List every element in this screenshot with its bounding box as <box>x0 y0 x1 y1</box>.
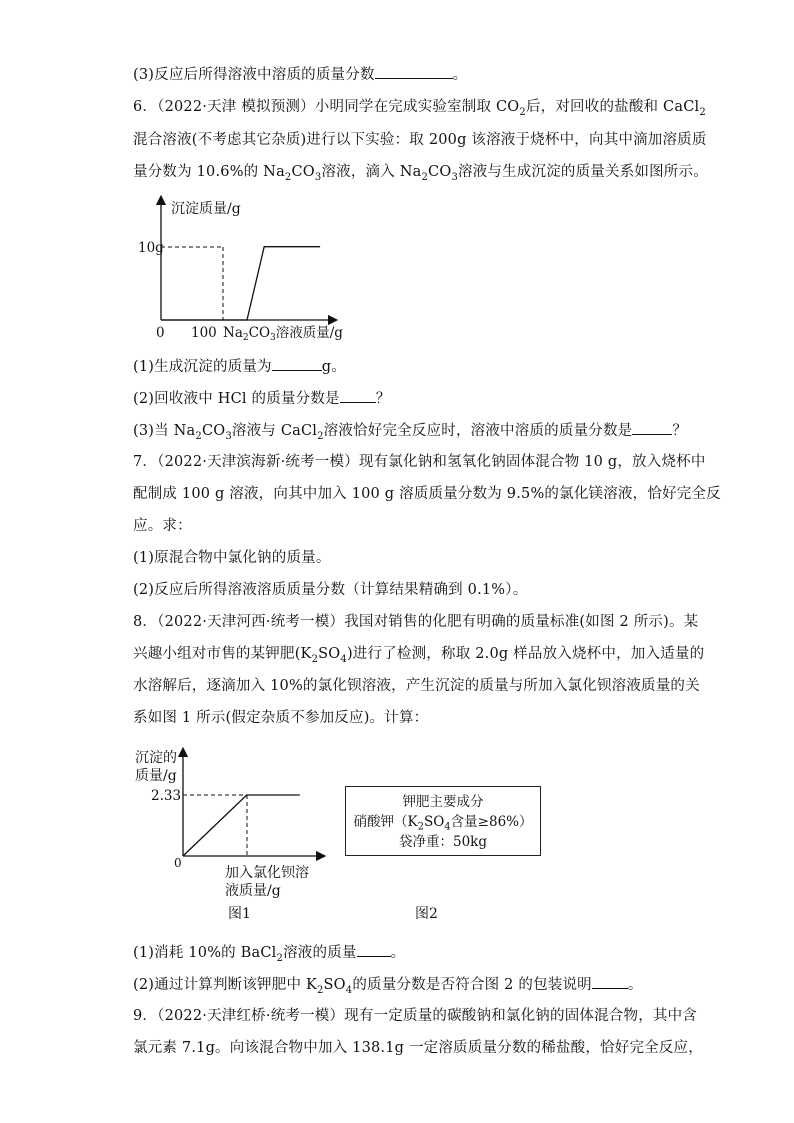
x-axis-label-line2: 液质量/g <box>225 883 281 899</box>
text: 量分数为 10.6%的 Na <box>133 164 285 180</box>
text: CO <box>291 164 315 180</box>
subscript: 2 <box>311 653 319 665</box>
q6-line2 <box>133 130 707 150</box>
text: (2)回收液中 HCl 的质量分数是 <box>133 391 340 407</box>
y-tick-label: 2.33 <box>151 788 182 804</box>
x-tick-label: 100 <box>191 325 217 341</box>
text: 。 <box>452 67 468 83</box>
box-line3: 袋净重：50kg <box>398 834 487 850</box>
box-title: 钾肥主要成分 <box>402 794 484 810</box>
q6-line3 <box>133 162 708 183</box>
chart-precipitate-vs-na2co3 <box>133 192 353 344</box>
text: SO <box>318 646 341 662</box>
text: 氯元素 7.1g。向该混合物中加入 138.1g 一定溶质质量分数的稀盐酸，恰好完全反应， <box>133 1040 703 1056</box>
subscript: 2 <box>519 106 526 118</box>
subscript: 4 <box>345 984 353 996</box>
subscript: 3 <box>314 171 322 183</box>
subscript: 4 <box>444 821 451 833</box>
text: (2)通过计算判断该钾肥中 K <box>133 977 317 993</box>
subscript: 2 <box>417 821 424 833</box>
text: (2)反应后所得溶液溶质质量分数（计算结果精确到 0.1%）。 <box>133 582 528 598</box>
answer-blank[interactable] <box>357 942 391 957</box>
text: CO <box>428 164 452 180</box>
q7-line2 <box>133 484 721 504</box>
q8-line2 <box>133 644 705 665</box>
text: (1)生成沉淀的质量为 <box>133 359 272 375</box>
subscript: 2 <box>276 952 284 964</box>
q8-line4 <box>133 708 663 728</box>
text: 溶液恰好完全反应时，溶液中溶质的质量分数是 <box>323 423 633 439</box>
origin-label: 0 <box>156 325 165 341</box>
text: 硝酸钾（K <box>353 814 418 830</box>
text: 溶液与生成沉淀的质量关系如图所示。 <box>458 164 708 180</box>
text: 8．（2022·天津河西·统考一模）我国对销售的化肥有明确的质量标准(如图 2 所示)。某 <box>133 614 699 630</box>
q8-line3 <box>133 676 700 696</box>
text: ？ <box>375 391 391 407</box>
text: 含量≥86%） <box>450 814 533 830</box>
q6-part1 <box>133 356 663 377</box>
figure1-caption: 图1 <box>228 906 251 922</box>
text: (3)反应后所得溶液中溶质的质量分数 <box>133 67 375 83</box>
text: (3)当 Na <box>133 423 196 439</box>
text: (1)消耗 10%的 BaCl <box>133 945 277 961</box>
figure2-caption: 图2 <box>415 906 438 922</box>
text: g。 <box>321 359 346 375</box>
y-axis-label-line1: 沉淀的 <box>135 750 177 766</box>
y-axis-label: 沉淀质量/g <box>171 201 241 217</box>
text: 配制成 100 g 溶液，向其中加入 100 g 溶质质量分数为 9.5%的氯化镁溶液，恰好完全反 <box>133 486 721 502</box>
subscript: 2 <box>316 984 324 996</box>
q7-part1 <box>133 548 663 568</box>
q5-part3 <box>133 64 663 85</box>
subscript: 2 <box>699 106 706 118</box>
text: 。 <box>390 945 406 961</box>
text: 的质量分数是否符合图 2 的包装说明 <box>352 977 592 993</box>
q6-part3 <box>133 420 688 442</box>
q9-line1 <box>133 1006 697 1026</box>
text: 溶液的质量 <box>283 945 357 961</box>
y-tick-label: 10g <box>138 240 164 256</box>
text: SO <box>423 814 445 830</box>
text: 溶液与 CaCl <box>231 423 318 439</box>
text: 7．（2022·天津滨海新·统考一模）现有氯化钠和氢氧化钠固体混合物 10 g，放入烧杯中 <box>133 454 706 470</box>
y-axis-label-line2: 质量/g <box>135 768 177 784</box>
text: 9．（2022·天津红桥·统考一模）现有一定质量的碳酸钠和氯化钠的固体混合物，其中含 <box>133 1008 697 1024</box>
answer-blank[interactable] <box>592 974 628 989</box>
subscript: 2 <box>421 171 429 183</box>
answer-blank[interactable] <box>340 388 376 403</box>
answer-blank[interactable] <box>272 356 322 371</box>
subscript: 4 <box>340 653 347 665</box>
answer-blank[interactable] <box>375 64 453 79</box>
x-axis-label: $Na_2CO_3$溶液质量/g <box>223 325 343 343</box>
x-axis-label-line1: 加入氯化钡溶 <box>225 865 309 881</box>
q8-line1 <box>133 612 699 632</box>
subscript: 2 <box>284 171 292 183</box>
series-line <box>161 247 320 320</box>
text: SO <box>323 977 346 993</box>
q8-part2 <box>133 974 663 995</box>
text: 系如图 1 所示(假定杂质不参加反应)。计算： <box>133 710 429 726</box>
text: 。 <box>627 977 643 993</box>
text: )进行了检测，称取 2.0g 样品放入烧杯中，加入适量的 <box>346 646 705 662</box>
q9-line2 <box>133 1038 703 1058</box>
subscript: 2 <box>195 430 202 442</box>
q7-part2 <box>133 580 663 600</box>
text: 水溶解后，逐滴加入 10%的氯化钡溶液，产生沉淀的质量与所加入氯化钡溶液质量的关 <box>133 678 700 694</box>
q7-line3 <box>133 516 663 536</box>
text: 兴趣小组对市售的某钾肥(K <box>133 646 312 662</box>
q7-line1 <box>133 452 706 472</box>
series-line <box>183 795 300 856</box>
answer-blank[interactable] <box>632 420 672 435</box>
fertilizer-label-box <box>345 786 541 856</box>
chart-precipitate-vs-bacl2 <box>133 744 333 900</box>
q8-part1 <box>133 942 663 963</box>
text: 溶液，滴入 Na <box>321 164 422 180</box>
text: 混合溶液(不考虑其它杂质)进行以下实验：取 200g 该溶液于烧杯中，向其中滴加溶质质 <box>133 132 707 148</box>
text: 6．（2022·天津 模拟预测）小明同学在完成实验室制取 CO <box>133 99 520 115</box>
box-line2 <box>346 812 540 832</box>
subscript: 2 <box>317 430 324 442</box>
subscript: 3 <box>451 171 458 183</box>
text: (1)原混合物中氯化钠的质量。 <box>133 550 331 566</box>
text: 后，对回收的盐酸和 CaCl <box>525 99 700 115</box>
origin-label: 0 <box>174 856 182 870</box>
q6-line1 <box>133 97 706 118</box>
subscript: 3 <box>225 430 232 442</box>
q6-part2 <box>133 388 663 409</box>
text: CO <box>201 423 226 439</box>
text: 应。求： <box>133 518 192 534</box>
text: ？ <box>672 423 688 439</box>
